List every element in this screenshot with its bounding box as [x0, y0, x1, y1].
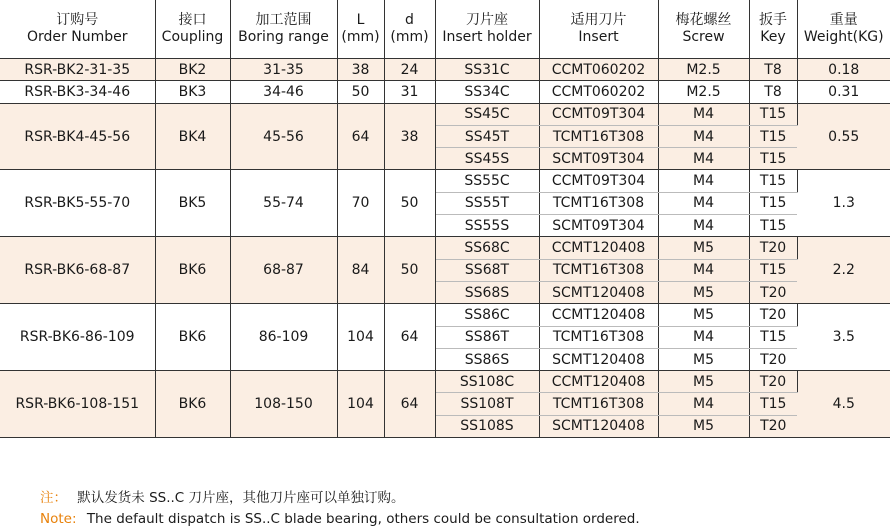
cell-screw: M4 [658, 215, 749, 237]
cell-diameter: 24 [384, 59, 435, 81]
cell-screw: M5 [658, 237, 749, 259]
cell-length: 50 [337, 81, 384, 103]
cell-order-number: RSR-BK3-34-46 [0, 81, 155, 103]
cell-weight: 2.2 [797, 237, 890, 304]
cell-screw: M5 [658, 304, 749, 326]
cell-key: T8 [749, 59, 797, 81]
cell-weight: 0.55 [797, 103, 890, 170]
cell-insert: SCMT120408 [539, 348, 658, 370]
cell-screw: M4 [658, 125, 749, 147]
cell-key: T15 [749, 393, 797, 415]
header-length: L (mm) [337, 0, 384, 59]
header-insert: 适用刀片 Insert [539, 0, 658, 59]
cell-boring-range: 86-109 [230, 304, 337, 371]
cell-length: 84 [337, 237, 384, 304]
cell-holder: SS86T [435, 326, 539, 348]
cell-screw: M4 [658, 170, 749, 192]
cell-order-number: RSR-BK4-45-56 [0, 103, 155, 170]
cell-coupling: BK4 [155, 103, 230, 170]
cell-screw: M4 [658, 192, 749, 214]
header-row [0, 0, 890, 59]
cell-key: T15 [749, 103, 797, 125]
table-row [0, 304, 890, 326]
cell-order-number: RSR-BK6-68-87 [0, 237, 155, 304]
cell-boring-range: 45-56 [230, 103, 337, 170]
cell-insert: CCMT060202 [539, 81, 658, 103]
cell-order-number: RSR-BK6-86-109 [0, 304, 155, 371]
cell-screw: M4 [658, 326, 749, 348]
header-coupling: 接口 Coupling [155, 0, 230, 59]
cell-boring-range: 108-150 [230, 371, 337, 438]
cell-insert: TCMT16T308 [539, 393, 658, 415]
cell-insert: TCMT16T308 [539, 192, 658, 214]
header-diameter: d (mm) [384, 0, 435, 59]
cell-key: T15 [749, 259, 797, 281]
cell-diameter: 50 [384, 170, 435, 237]
cell-screw: M2.5 [658, 81, 749, 103]
cell-holder: SS108C [435, 371, 539, 393]
cell-weight: 1.3 [797, 170, 890, 237]
cell-screw: M5 [658, 415, 749, 437]
cell-holder: SS68S [435, 281, 539, 303]
cell-length: 64 [337, 103, 384, 170]
note-english [40, 511, 640, 527]
cell-boring-range: 55-74 [230, 170, 337, 237]
cell-insert: TCMT16T308 [539, 326, 658, 348]
header-boring-range: 加工范围 Boring range [230, 0, 337, 59]
note-en-text: The default dispatch is SS..C blade bearing, others could be consultation ordered. [86, 511, 640, 527]
cell-screw: M5 [658, 348, 749, 370]
cell-length: 38 [337, 59, 384, 81]
table-body [0, 59, 890, 438]
cell-boring-range: 68-87 [230, 237, 337, 304]
header-key: 扳手 Key [749, 0, 797, 59]
cell-key: T20 [749, 304, 797, 326]
cell-key: T20 [749, 371, 797, 393]
cell-key: T20 [749, 237, 797, 259]
cell-insert: SCMT09T304 [539, 215, 658, 237]
cell-screw: M4 [658, 393, 749, 415]
cell-diameter: 38 [384, 103, 435, 170]
table-row [0, 371, 890, 393]
cell-weight: 0.18 [797, 59, 890, 81]
header-weight: 重量 Weight(KG) [797, 0, 890, 59]
cell-weight: 4.5 [797, 371, 890, 438]
header-insert-holder: 刀片座 Insert holder [435, 0, 539, 59]
cell-insert: CCMT060202 [539, 59, 658, 81]
cell-weight: 0.31 [797, 81, 890, 103]
cell-coupling: BK6 [155, 304, 230, 371]
cell-insert: TCMT16T308 [539, 259, 658, 281]
cell-holder: SS31C [435, 59, 539, 81]
cell-coupling: BK6 [155, 371, 230, 438]
cell-key: T8 [749, 81, 797, 103]
note-en-label: Note: [40, 511, 77, 527]
cell-key: T15 [749, 326, 797, 348]
cell-diameter: 50 [384, 237, 435, 304]
cell-screw: M4 [658, 259, 749, 281]
cell-key: T15 [749, 125, 797, 147]
cell-boring-range: 34-46 [230, 81, 337, 103]
cell-key: T15 [749, 215, 797, 237]
cell-key: T15 [749, 148, 797, 170]
cell-insert: SCMT09T304 [539, 148, 658, 170]
cell-holder: SS68T [435, 259, 539, 281]
cell-coupling: BK2 [155, 59, 230, 81]
note-chinese [40, 486, 405, 506]
cell-key: T15 [749, 170, 797, 192]
cell-length: 104 [337, 304, 384, 371]
cell-holder: SS108S [435, 415, 539, 437]
cell-holder: SS108T [435, 393, 539, 415]
cell-holder: SS34C [435, 81, 539, 103]
cell-order-number: RSR-BK6-108-151 [0, 371, 155, 438]
cell-screw: M4 [658, 103, 749, 125]
cell-insert: CCMT120408 [539, 371, 658, 393]
cell-coupling: BK6 [155, 237, 230, 304]
cell-screw: M5 [658, 371, 749, 393]
cell-coupling: BK3 [155, 81, 230, 103]
cell-insert: CCMT09T304 [539, 170, 658, 192]
cell-key: T20 [749, 348, 797, 370]
cell-holder: SS86S [435, 348, 539, 370]
cell-holder: SS45T [435, 125, 539, 147]
cell-boring-range: 31-35 [230, 59, 337, 81]
cell-insert: TCMT16T308 [539, 125, 658, 147]
cell-order-number: RSR-BK5-55-70 [0, 170, 155, 237]
cell-diameter: 31 [384, 81, 435, 103]
table-row [0, 103, 890, 125]
cell-screw: M5 [658, 281, 749, 303]
cell-insert: SCMT120408 [539, 281, 658, 303]
header-screw: 梅花螺丝 Screw [658, 0, 749, 59]
table-row [0, 237, 890, 259]
cell-key: T20 [749, 281, 797, 303]
cell-screw: M2.5 [658, 59, 749, 81]
cell-weight: 3.5 [797, 304, 890, 371]
table-row [0, 81, 890, 103]
cell-holder: SS55C [435, 170, 539, 192]
table-row [0, 59, 890, 81]
cell-coupling: BK5 [155, 170, 230, 237]
cell-key: T20 [749, 415, 797, 437]
cell-holder: SS45C [435, 103, 539, 125]
cell-holder: SS68C [435, 237, 539, 259]
cell-holder: SS55S [435, 215, 539, 237]
cell-diameter: 64 [384, 304, 435, 371]
cell-length: 70 [337, 170, 384, 237]
cell-diameter: 64 [384, 371, 435, 438]
cell-holder: SS55T [435, 192, 539, 214]
note-cn-label: 注： [40, 490, 67, 506]
cell-key: T15 [749, 192, 797, 214]
cell-insert: CCMT120408 [539, 237, 658, 259]
cell-insert: SCMT120408 [539, 415, 658, 437]
cell-length: 104 [337, 371, 384, 438]
cell-holder: SS86C [435, 304, 539, 326]
note-cn-text: 默认发货未 SS..C 刀片座，其他刀片座可以单独订购。 [77, 490, 405, 506]
table-row [0, 170, 890, 192]
cell-insert: CCMT120408 [539, 304, 658, 326]
cell-order-number: RSR-BK2-31-35 [0, 59, 155, 81]
cell-screw: M4 [658, 148, 749, 170]
cell-insert: CCMT09T304 [539, 103, 658, 125]
cell-holder: SS45S [435, 148, 539, 170]
header-order-number: 订购号 Order Number [0, 0, 155, 59]
